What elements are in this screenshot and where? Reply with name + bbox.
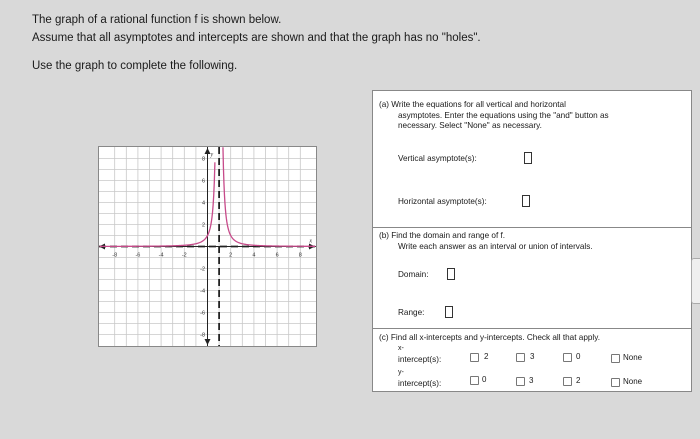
x-intercept-option-2-label: 2 xyxy=(484,352,489,361)
range-input[interactable] xyxy=(445,306,453,318)
x-intercept-none-label: None xyxy=(623,353,643,362)
problem-statement-line-1: The graph of a rational function f is shown below. xyxy=(32,14,282,26)
domain-input[interactable] xyxy=(447,268,455,280)
x-intercept-option-3-checkbox[interactable] xyxy=(516,353,525,362)
part-b-section xyxy=(373,228,691,329)
problem-statement-line-2: Assume that all asymptotes and intercepts are shown and that the graph has no "holes". xyxy=(32,32,481,44)
x-tick-label: 4 xyxy=(252,252,256,259)
part-a-instructions-2: asymptotes. Enter the equations using the "and" button as xyxy=(398,110,609,120)
graph-plot xyxy=(99,147,316,346)
x-tick-label: 8 xyxy=(298,252,302,259)
domain-label: Domain: xyxy=(398,270,429,279)
side-panel-tab[interactable] xyxy=(691,258,700,304)
x-tick-label: -6 xyxy=(135,252,141,259)
x-tick-label: -8 xyxy=(112,252,118,259)
y-intercept-option-2-label: 2 xyxy=(576,376,581,385)
horizontal-asymptote-label: Horizontal asymptote(s): xyxy=(398,197,487,206)
y-tick-label: -8 xyxy=(200,332,205,339)
y-intercept-option-3-checkbox[interactable] xyxy=(516,377,525,386)
part-c-instructions: (c) Find all x-intercepts and y-intercepts. Check all that apply. xyxy=(379,333,601,342)
y-intercept-none-checkbox[interactable] xyxy=(611,378,620,387)
instruction-line: Use the graph to complete the following. xyxy=(32,60,238,72)
function-curve-right-branch xyxy=(223,147,315,246)
y-intercept-option-0-label: 0 xyxy=(482,375,487,384)
answer-panel xyxy=(372,90,692,392)
part-a-instructions-1: (a) Write the equations for all vertical and horizontal xyxy=(379,100,566,109)
x-tick-label: 6 xyxy=(275,252,279,259)
x-intercept-option-0-label: 0 xyxy=(576,352,581,361)
y-intercept-label-2: intercept(s): xyxy=(398,379,442,388)
x-axis-label: x xyxy=(309,238,312,245)
range-label: Range: xyxy=(398,308,425,317)
x-intercept-none-checkbox[interactable] xyxy=(611,354,620,363)
x-tick-label: 2 xyxy=(229,252,233,259)
y-axis-label: y xyxy=(210,152,214,158)
part-b-instructions-2: Write each answer as an interval or union of intervals. xyxy=(398,241,593,251)
x-intercept-label-2: intercept(s): xyxy=(398,355,442,364)
y-tick-label: -4 xyxy=(200,288,205,295)
x-tick-label: -2 xyxy=(181,252,187,259)
y-intercept-option-0-checkbox[interactable] xyxy=(470,376,479,385)
x-tick-label: -4 xyxy=(158,252,164,259)
y-tick-label: 8 xyxy=(201,156,205,163)
x-intercept-option-3-label: 3 xyxy=(530,352,535,361)
y-intercept-option-2-checkbox[interactable] xyxy=(563,377,572,386)
function-graph xyxy=(98,146,317,347)
function-curve-left-branch xyxy=(100,162,215,246)
y-tick-label: 2 xyxy=(201,222,205,229)
x-intercept-option-0-checkbox[interactable] xyxy=(563,353,572,362)
y-tick-label: -2 xyxy=(200,266,205,273)
part-c-section xyxy=(373,329,691,391)
part-b-instructions-1: (b) Find the domain and range of f. xyxy=(379,231,506,240)
y-intercept-option-3-label: 3 xyxy=(529,376,534,385)
part-a-section xyxy=(373,91,691,228)
y-tick-label: 4 xyxy=(201,200,205,207)
y-tick-label: 6 xyxy=(201,178,205,185)
part-a-instructions-3: necessary. Select "None" as necessary. xyxy=(398,121,542,130)
y-intercept-label-1: y- xyxy=(398,369,404,376)
x-intercept-option-2-checkbox[interactable] xyxy=(470,353,479,362)
y-tick-label: -6 xyxy=(200,310,205,317)
y-intercept-none-label: None xyxy=(623,377,643,386)
horizontal-asymptote-input[interactable] xyxy=(522,195,530,207)
vertical-asymptote-label: Vertical asymptote(s): xyxy=(398,154,477,163)
y-axis-arrow xyxy=(205,339,211,345)
vertical-asymptote-input[interactable] xyxy=(524,152,532,164)
x-intercept-label-1: x- xyxy=(398,345,404,352)
